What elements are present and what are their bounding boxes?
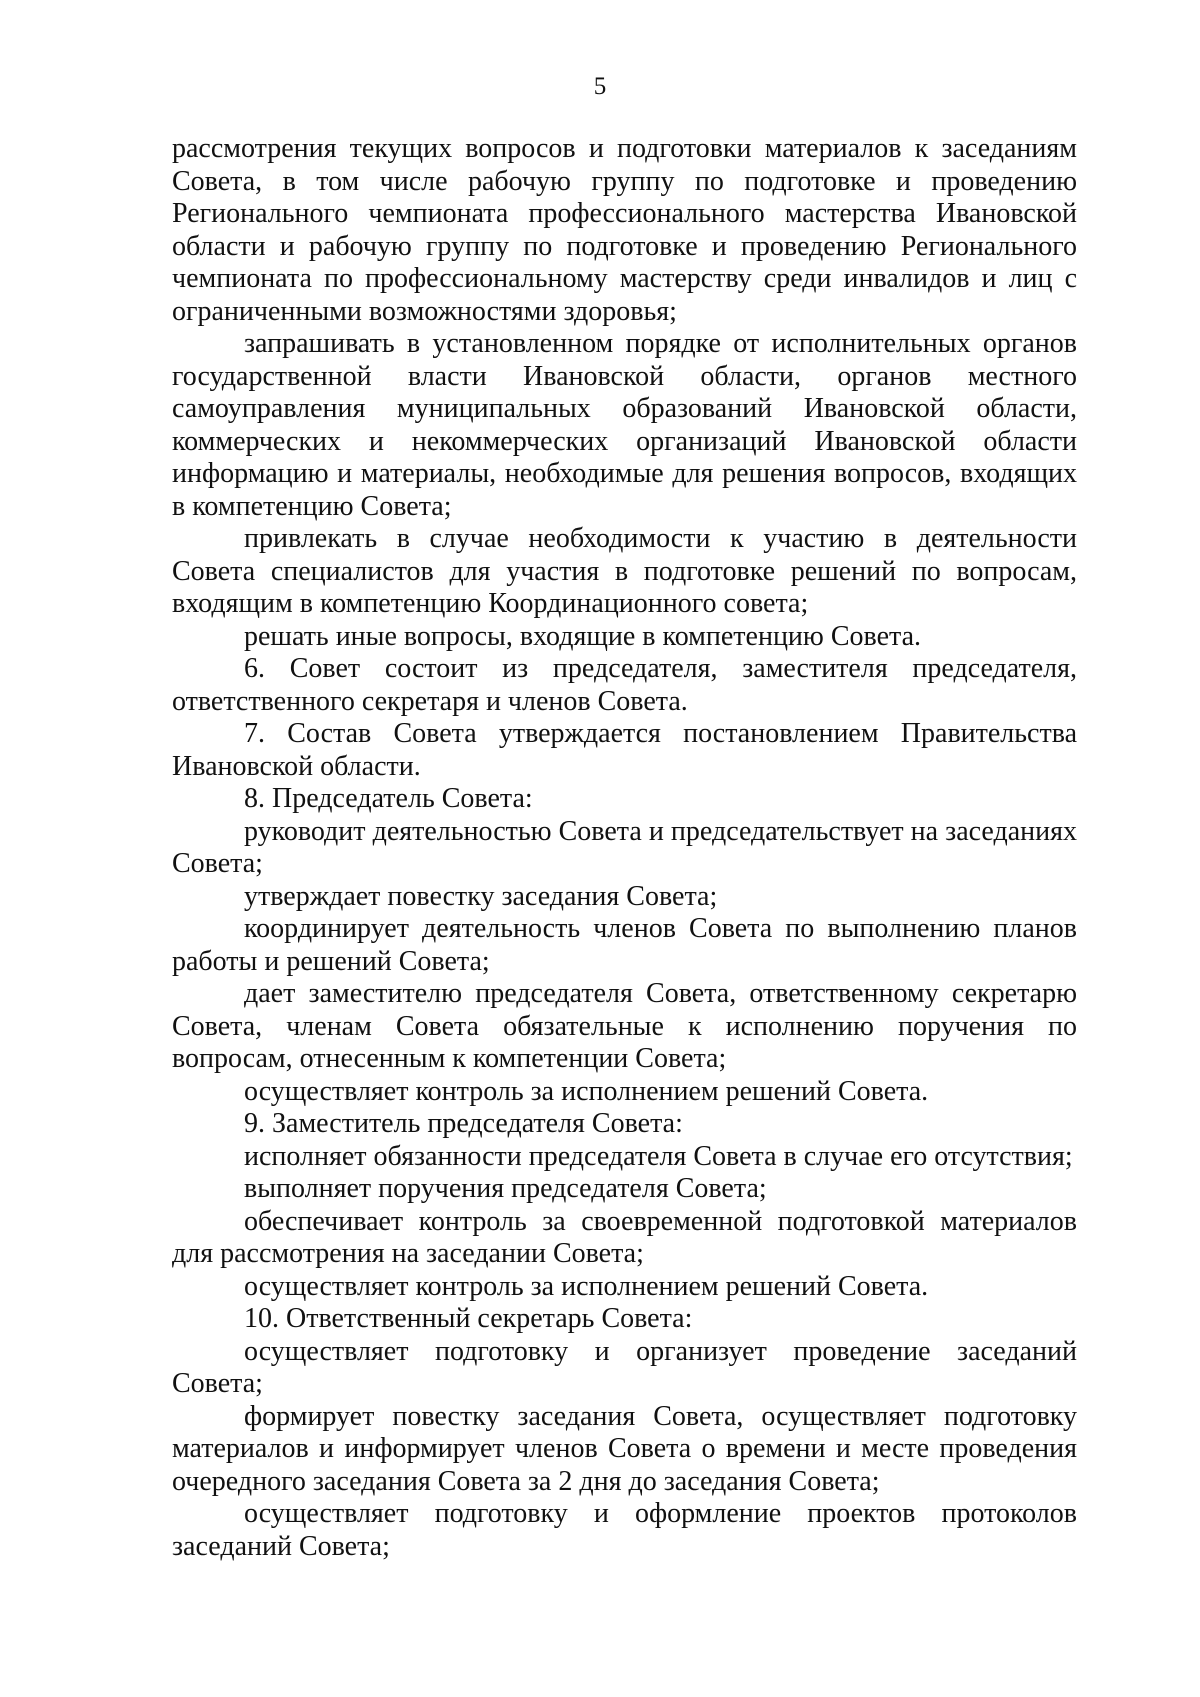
paragraph: рассмотрения текущих вопросов и подготовки материалов к заседаниям Совета, в том числе рабочую группу по подготовке и проведению Регионального чемпионата профессионального мастерства Ивановской области и рабочую группу по подготовке и проведению Регионального чемпионата по профессиональному мастерству среди инвалидов и лиц с ограниченными возможностями здоровья; <box>172 133 1077 327</box>
paragraph: осуществляет контроль за исполнением решений Совета. <box>244 1270 929 1302</box>
paragraph: руководит деятельностью Совета и председательствует на заседаниях Совета; <box>172 815 1077 879</box>
paragraph: 10. Ответственный секретарь Совета: <box>244 1303 693 1334</box>
paragraph: выполняет поручения председателя Совета; <box>244 1173 767 1204</box>
paragraph: осуществляет подготовку и организует проведение заседаний Совета; <box>172 1335 1077 1399</box>
paragraph: 6. Совет состоит из председателя, заместителя председателя, ответственного секретаря и членов Совета. <box>172 653 1077 717</box>
paragraph: 8. Председатель Совета: <box>244 783 533 814</box>
paragraph: координирует деятельность членов Совета по выполнению планов работы и решений Совета; <box>172 913 1077 977</box>
paragraph: 7. Состав Совета утверждается постановлением Правительства Ивановской области. <box>172 718 1077 782</box>
paragraph: обеспечивает контроль за своевременной подготовкой материалов для рассмотрения на заседании Совета; <box>172 1205 1077 1269</box>
paragraph: утверждает повестку заседания Совета; <box>244 880 718 912</box>
document-body <box>172 133 1077 1563</box>
paragraph: привлекать в случае необходимости к участию в деятельности Совета специалистов для участия в подготовке решений по вопросам, входящим в компетенцию Координационного совета; <box>172 523 1077 619</box>
paragraph: исполняет обязанности председателя Совета в случае его отсутствия; <box>244 1140 1073 1172</box>
paragraph: запрашивать в установленном порядке от исполнительных органов государственной власти Ивановской области, органов местного самоуправления муниципальных образований Ивановской области, коммерческих и некоммерческих организаций Ивановской области информацию и материалы, необходимые для решения вопросов, входящих в компетенцию Совета; <box>172 328 1077 522</box>
paragraph: решать иные вопросы, входящие в компетенцию Совета. <box>244 620 922 652</box>
paragraph: 9. Заместитель председателя Совета: <box>244 1108 683 1139</box>
paragraph: осуществляет подготовку и оформление проектов протоколов заседаний Совета; <box>172 1498 1077 1562</box>
page-number: 5 <box>593 73 607 100</box>
paragraph: осуществляет контроль за исполнением решений Совета. <box>244 1075 929 1107</box>
paragraph: формирует повестку заседания Совета, осуществляет подготовку материалов и информирует членов Совета о времени и месте проведения очередного заседания Совета за 2 дня до заседания Совета; <box>172 1400 1077 1497</box>
paragraph: дает заместителю председателя Совета, ответственному секретарю Совета, членам Совета обязательные к исполнению поручения по вопросам, отнесенным к компетенции Совета; <box>172 978 1077 1074</box>
